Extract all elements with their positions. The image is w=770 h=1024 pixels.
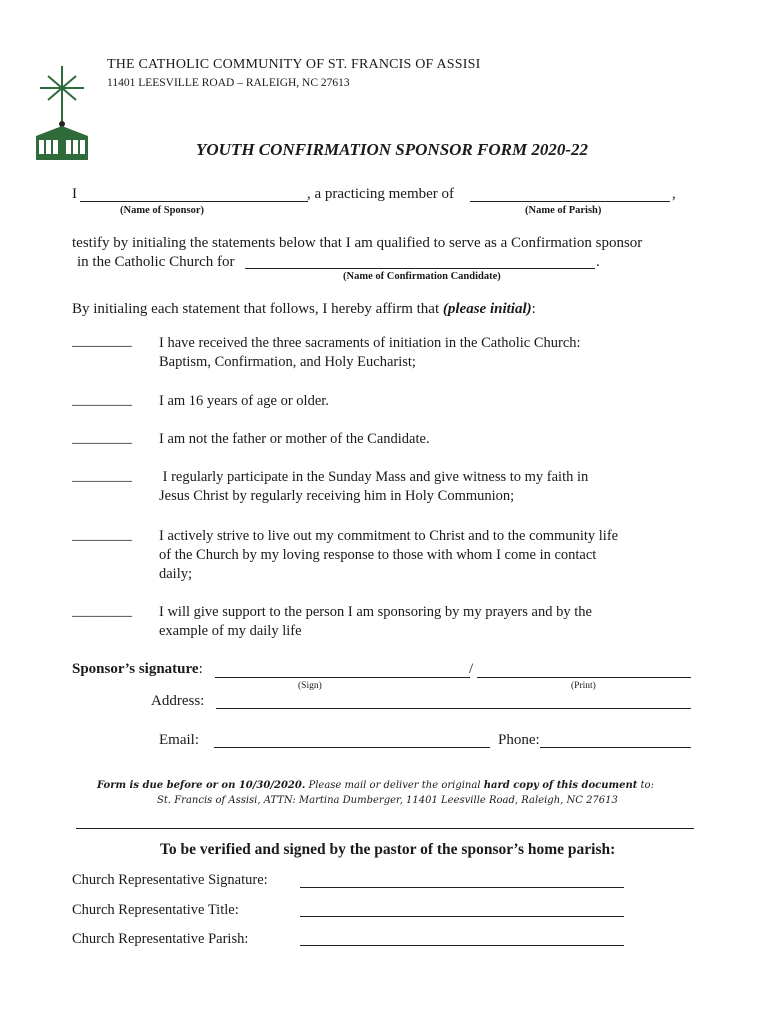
testify-line-2: in the Catholic Church for <box>77 254 235 270</box>
initial-blank-2[interactable]: ________ <box>72 392 132 408</box>
phone-label: Phone: <box>498 732 540 748</box>
statement-6 <box>159 603 659 641</box>
affirm-text: By initialing each statement that follows, I hereby affirm that <box>72 301 443 317</box>
print-caption: (Print) <box>571 681 596 691</box>
candidate-caption: (Name of Confirmation Candidate) <box>343 271 501 282</box>
statement-line: Jesus Christ by regularly receiving him in Holy Communion; <box>159 488 515 504</box>
mailing-address-note: St. Francis of Assisi, ATTN: Martina Dumberger, 11401 Leesville Road, Raleigh, NC 27613 <box>157 795 618 806</box>
sign-caption: (Sign) <box>298 681 322 691</box>
statement-line: I regularly participate in the Sunday Mass and give witness to my faith in <box>159 469 589 485</box>
statement-1 <box>159 334 659 372</box>
sponsor-signature-label <box>72 661 203 678</box>
candidate-name-field[interactable] <box>245 268 595 269</box>
signature-colon: : <box>198 661 203 677</box>
note-to: to: <box>637 780 654 791</box>
statement-4 <box>159 468 659 506</box>
phone-field[interactable] <box>540 747 691 748</box>
affirm-colon: : <box>531 301 536 317</box>
intro-comma: , <box>672 186 676 202</box>
address-label: Address: <box>151 693 205 709</box>
org-address: 11401 LEESVILLE ROAD – RALEIGH, NC 27613 <box>107 77 350 89</box>
sponsor-sign-field[interactable] <box>215 677 470 678</box>
hard-copy-text: hard copy of this document <box>483 780 638 791</box>
due-date-text: Form is due before or on 10/30/2020. <box>97 780 306 791</box>
statement-line: I have received the three sacraments of initiation in the Catholic Church: <box>159 335 581 351</box>
initial-blank-5[interactable]: ________ <box>72 527 132 543</box>
initial-blank-4[interactable]: ________ <box>72 468 132 484</box>
intro-i: I <box>72 186 77 202</box>
rep-parish-field[interactable] <box>300 945 624 946</box>
signature-slash: / <box>469 661 474 677</box>
rep-title-field[interactable] <box>300 916 624 917</box>
email-field[interactable] <box>214 747 490 748</box>
address-field[interactable] <box>216 708 691 709</box>
statement-line: I am not the father or mother of the Candidate. <box>159 431 430 447</box>
testify-period: . <box>596 254 600 270</box>
due-note <box>97 780 697 791</box>
initial-blank-3[interactable]: ________ <box>72 430 132 446</box>
testify-line-1: testify by initialing the statements below that I am qualified to serve as a Confirmation sponsor <box>72 235 643 251</box>
form-title: YOUTH CONFIRMATION SPONSOR FORM 2020-22 <box>196 140 588 159</box>
note-mid: Please mail or deliver the original <box>305 780 484 791</box>
statement-line: Baptism, Confirmation, and Holy Eucharist; <box>159 354 416 370</box>
rep-signature-field[interactable] <box>300 887 624 888</box>
statement-line: I will give support to the person I am sponsoring by my prayers and by the <box>159 604 592 620</box>
rep-signature-label: Church Representative Signature: <box>72 872 268 888</box>
affirm-lead <box>72 301 536 318</box>
statement-line: example of my daily life <box>159 623 302 639</box>
org-name: THE CATHOLIC COMMUNITY OF ST. FRANCIS OF ASSISI <box>107 57 481 72</box>
statement-2 <box>159 392 659 411</box>
rep-parish-label: Church Representative Parish: <box>72 931 249 947</box>
sponsor-signature-text: Sponsor’s signature <box>72 661 199 677</box>
parish-name-field[interactable] <box>470 201 670 202</box>
statement-line: I am 16 years of age or older. <box>159 393 329 409</box>
initial-blank-1[interactable]: ________ <box>72 333 132 349</box>
parish-caption: (Name of Parish) <box>525 205 602 216</box>
parish-logo <box>30 66 94 162</box>
intro-member-text: , a practicing member of <box>307 186 455 202</box>
sponsor-print-field[interactable] <box>477 677 691 678</box>
initial-blank-6[interactable]: ________ <box>72 603 132 619</box>
affirm-emphasis: (please initial) <box>442 301 532 317</box>
rep-title-label: Church Representative Title: <box>72 902 239 918</box>
email-label: Email: <box>159 732 199 748</box>
sponsor-caption: (Name of Sponsor) <box>120 205 204 216</box>
statement-line: I actively strive to live out my commitment to Christ and to the community life <box>159 528 619 544</box>
sponsor-name-field[interactable] <box>80 201 308 202</box>
statement-line: daily; <box>159 566 193 582</box>
section-divider <box>76 828 694 829</box>
statement-5 <box>159 527 659 584</box>
statement-line: of the Church by my loving response to those with whom I come in contact <box>159 547 597 563</box>
verify-heading: To be verified and signed by the pastor of the sponsor’s home parish: <box>160 841 616 858</box>
statement-3 <box>159 430 659 449</box>
